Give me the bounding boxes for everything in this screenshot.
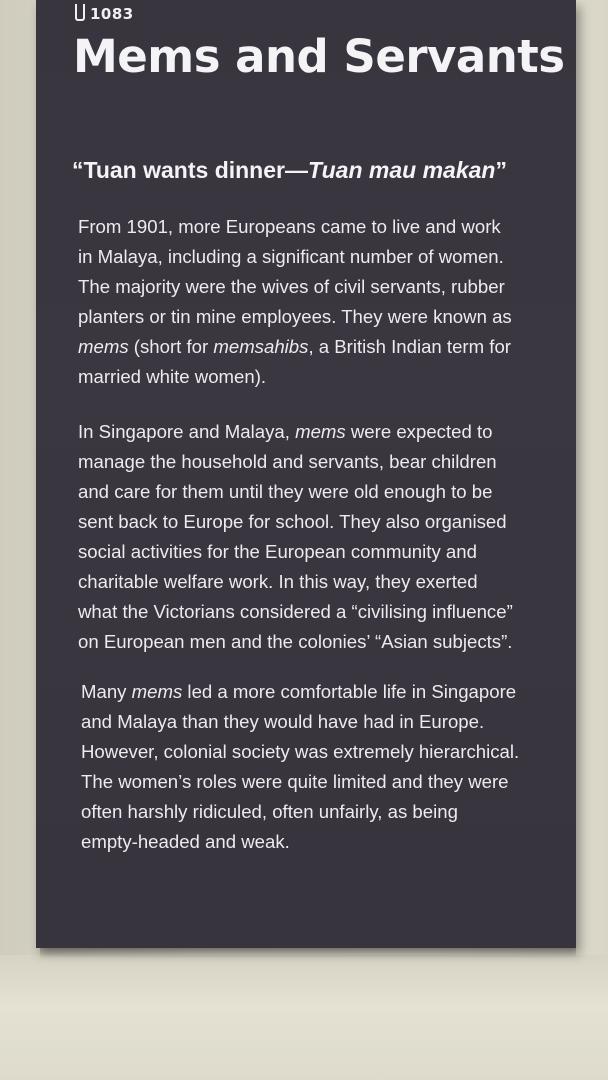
sign-title: Mems and Servants [73, 30, 565, 83]
paragraph-line: The majority were the wives of civil servants, rubber [78, 276, 505, 297]
paragraph-line: mems (short for memsahibs, a British Indian term for [78, 336, 511, 357]
mobile-phone-icon [75, 4, 85, 21]
paragraph-line: empty-headed and weak. [81, 831, 290, 852]
body-paragraph-2 [78, 417, 558, 657]
paragraph-line: and care for them until they were old enough to be [78, 481, 493, 502]
paragraph-line: Many mems led a more comfortable life in Singapore [81, 681, 517, 702]
paragraph-line: From 1901, more Europeans came to live and work [78, 216, 501, 237]
paragraph-line: In Singapore and Malaya, mems were expected to [78, 421, 493, 442]
paragraph-line: what the Victorians considered a “civilising influence” [78, 601, 513, 622]
subtitle-dash: — [284, 157, 308, 183]
paragraph-line: However, colonial society was extremely hierarchical. [81, 741, 520, 762]
paragraph-line: social activities for the European community and [78, 541, 477, 562]
paragraph-line: The women’s roles were quite limited and they were [81, 771, 509, 792]
paragraph-line: charitable welfare work. In this way, they exerted [78, 571, 478, 592]
italic-term: mems [295, 421, 346, 442]
subtitle-malay: Tuan mau makan [307, 157, 496, 183]
audio-guide-label [75, 3, 134, 25]
subtitle-quote-open: “ [72, 157, 84, 183]
paragraph-line: sent back to Europe for school. They also organised [78, 511, 507, 532]
paragraph-line: manage the household and servants, bear children [78, 451, 497, 472]
paragraph-line: married white women). [78, 366, 267, 387]
italic-term: memsahibs [213, 336, 309, 357]
paragraph-line: on European men and the colonies’ “Asian subjects”. [78, 631, 513, 652]
paragraph-line: in Malaya, including a significant number of women. [78, 246, 504, 267]
wall-background [0, 955, 608, 1080]
italic-term: mems [131, 681, 183, 702]
italic-term: mems [78, 336, 129, 357]
paragraph-line: often harshly ridiculed, often unfairly, as being [81, 801, 458, 822]
body-paragraph-1 [78, 212, 558, 392]
sign-subtitle [72, 157, 507, 184]
paragraph-line: planters or tin mine employees. They were known as [78, 306, 512, 327]
paragraph-line: and Malaya than they would have had in Europe. [81, 711, 485, 732]
subtitle-english: Tuan wants dinner [83, 157, 285, 183]
audio-guide-number: 1083 [90, 5, 134, 23]
subtitle-quote-close: ” [495, 157, 507, 183]
body-paragraph-3 [81, 677, 561, 857]
